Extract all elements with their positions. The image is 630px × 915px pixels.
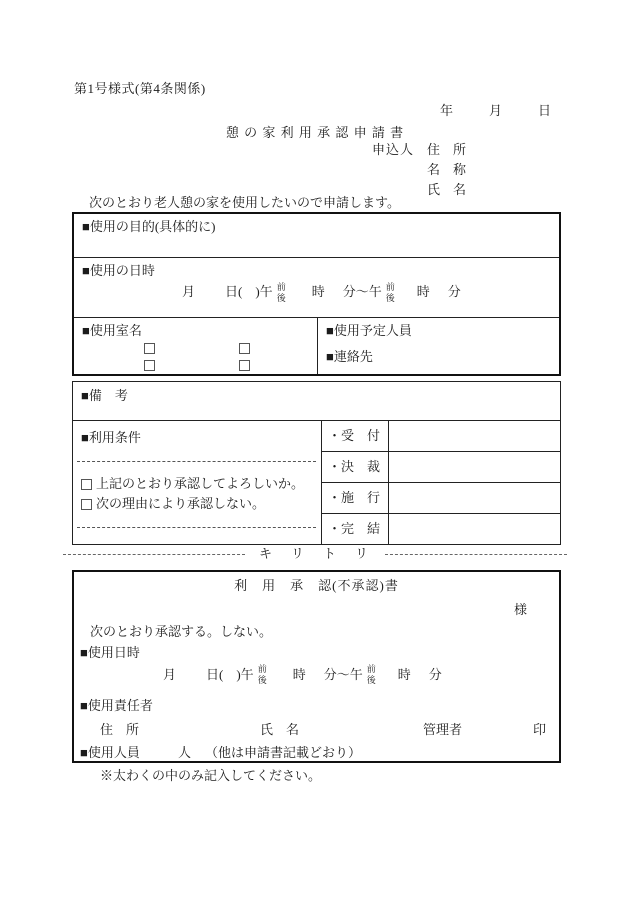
- dt-hour-label: 時: [311, 284, 325, 300]
- decision-stamp-cell: [389, 452, 560, 482]
- approval-datetime-label: ■使用日時: [80, 645, 140, 660]
- cut-line-label: キ リ ト リ: [259, 546, 372, 561]
- rooms-cell: [74, 318, 318, 374]
- form-title: 憩 の 家 利 用 承 認 申 請 書: [225, 125, 405, 140]
- approve-checkbox[interactable]: [81, 479, 92, 490]
- ab-dt-minute-to-label: 分～午: [323, 666, 363, 682]
- reject-statement-line: [81, 497, 265, 512]
- dt-month-label: 月: [182, 284, 196, 300]
- ab-dt-ampm-stack-2: [367, 664, 376, 686]
- dt-minute-to-label: 分～午: [342, 284, 382, 300]
- dt-pm-label: 後: [276, 292, 286, 303]
- office-table: [72, 381, 561, 545]
- date-line: [440, 104, 551, 119]
- decision-label: ・決 裁: [322, 452, 389, 482]
- cut-dash-right: [385, 554, 567, 555]
- reception-stamp-cell: [389, 421, 560, 451]
- people-note: （他は申請書記載どおり）: [205, 745, 362, 760]
- dt-hour2-label: 時: [416, 284, 430, 300]
- approve-question-line: [81, 477, 304, 492]
- stamp-row-execution: [322, 483, 560, 514]
- contact-label: ■連絡先: [326, 348, 373, 364]
- purpose-row: [74, 214, 559, 258]
- applicant-person-label: 氏 名: [427, 182, 467, 197]
- approval-datetime-line: [163, 664, 442, 686]
- ab-dt-hour2-label: 時: [397, 666, 411, 682]
- ab-dt-hour-label: 時: [292, 666, 306, 682]
- dt-am2-label: 前: [385, 281, 395, 292]
- ab-dt-am2-label: 前: [366, 664, 376, 674]
- reject-statement-text: 次の理由により承認しない。: [96, 496, 266, 511]
- manager-label: 管理者: [423, 722, 463, 737]
- conditions-label: ■利用条件: [81, 430, 141, 445]
- rooms-label: ■使用室名: [82, 323, 142, 338]
- ab-dt-month-label: 月: [163, 666, 177, 682]
- datetime-row: [74, 258, 559, 318]
- applicant-address-label: 住 所: [427, 142, 467, 157]
- seal-label: 印: [533, 722, 547, 737]
- reception-label: ・受 付: [322, 421, 389, 451]
- ab-dt-minute2-label: 分: [428, 666, 442, 682]
- applicant-label: 申込人: [372, 142, 415, 157]
- dt-pm2-label: 後: [385, 292, 395, 303]
- responsible-address-label: 住 所: [100, 722, 140, 737]
- cut-dash-left: [63, 554, 245, 555]
- rooms-row: [74, 318, 559, 374]
- completion-stamp-cell: [389, 514, 560, 544]
- remarks-row: [73, 382, 560, 421]
- dashed-divider-top: [77, 461, 316, 462]
- dt-day-label: 日( )午: [225, 284, 273, 300]
- approval-statement: 次のとおり承認する。しない。: [90, 624, 273, 639]
- dashed-divider-bottom: [77, 527, 316, 528]
- dt-ampm-stack: [277, 282, 286, 304]
- execution-stamp-cell: [389, 483, 560, 513]
- stamp-grid: [322, 421, 560, 544]
- people-label: ■使用人員: [80, 745, 140, 760]
- ab-dt-day-label: 日( )午: [206, 666, 254, 682]
- reject-checkbox[interactable]: [81, 499, 92, 510]
- people-unit-label: 人: [178, 745, 192, 760]
- usage-datetime-line: [182, 282, 551, 304]
- approval-title: 利 用 承 認(不承認)書: [234, 578, 399, 593]
- planned-staff-label: ■使用予定人員: [326, 323, 412, 338]
- day-label: 日: [538, 103, 552, 118]
- execution-label: ・施 行: [322, 483, 389, 513]
- remarks-label: ■備 考: [81, 388, 128, 403]
- responsible-name-label: 氏 名: [260, 722, 300, 737]
- ab-dt-ampm-stack: [258, 664, 267, 686]
- conditions-row: [73, 421, 560, 544]
- applicant-name-label: 名 称: [427, 162, 467, 177]
- completion-label: ・完 結: [322, 514, 389, 544]
- approval-box: [72, 570, 561, 763]
- room-checkbox-1[interactable]: [144, 343, 155, 354]
- purpose-label: ■使用の目的(具体的に): [82, 219, 216, 234]
- dt-ampm-stack-2: [386, 282, 395, 304]
- form-number: 第1号様式(第4条関係): [74, 81, 206, 96]
- ab-dt-pm-label: 後: [257, 675, 267, 685]
- application-table: [72, 212, 561, 376]
- stamp-row-completion: [322, 514, 560, 544]
- stamp-row-reception: [322, 421, 560, 452]
- approve-question-text: 上記のとおり承認してよろしいか。: [96, 476, 305, 491]
- dt-minute2-label: 分: [447, 284, 461, 300]
- room-checkbox-2[interactable]: [239, 343, 250, 354]
- ab-dt-pm2-label: 後: [366, 675, 376, 685]
- addressee-suffix: 様: [513, 602, 527, 617]
- footer-note: ※太わくの中のみ記入してください。: [100, 768, 322, 783]
- conditions-cell: [73, 421, 322, 544]
- ab-dt-am-label: 前: [257, 664, 267, 674]
- room-checkbox-3[interactable]: [144, 360, 155, 371]
- cut-line: [63, 547, 567, 562]
- intro-text: 次のとおり老人憩の家を使用したいので申請します。: [89, 195, 400, 210]
- stamp-row-decision: [322, 452, 560, 483]
- staff-contact-cell: [318, 318, 559, 374]
- responsible-label: ■使用責任者: [80, 698, 153, 713]
- datetime-label: ■使用の日時: [82, 263, 155, 278]
- dt-am-label: 前: [276, 281, 286, 292]
- room-checkbox-4[interactable]: [239, 360, 250, 371]
- year-label: 年: [440, 103, 454, 118]
- month-label: 月: [489, 103, 503, 118]
